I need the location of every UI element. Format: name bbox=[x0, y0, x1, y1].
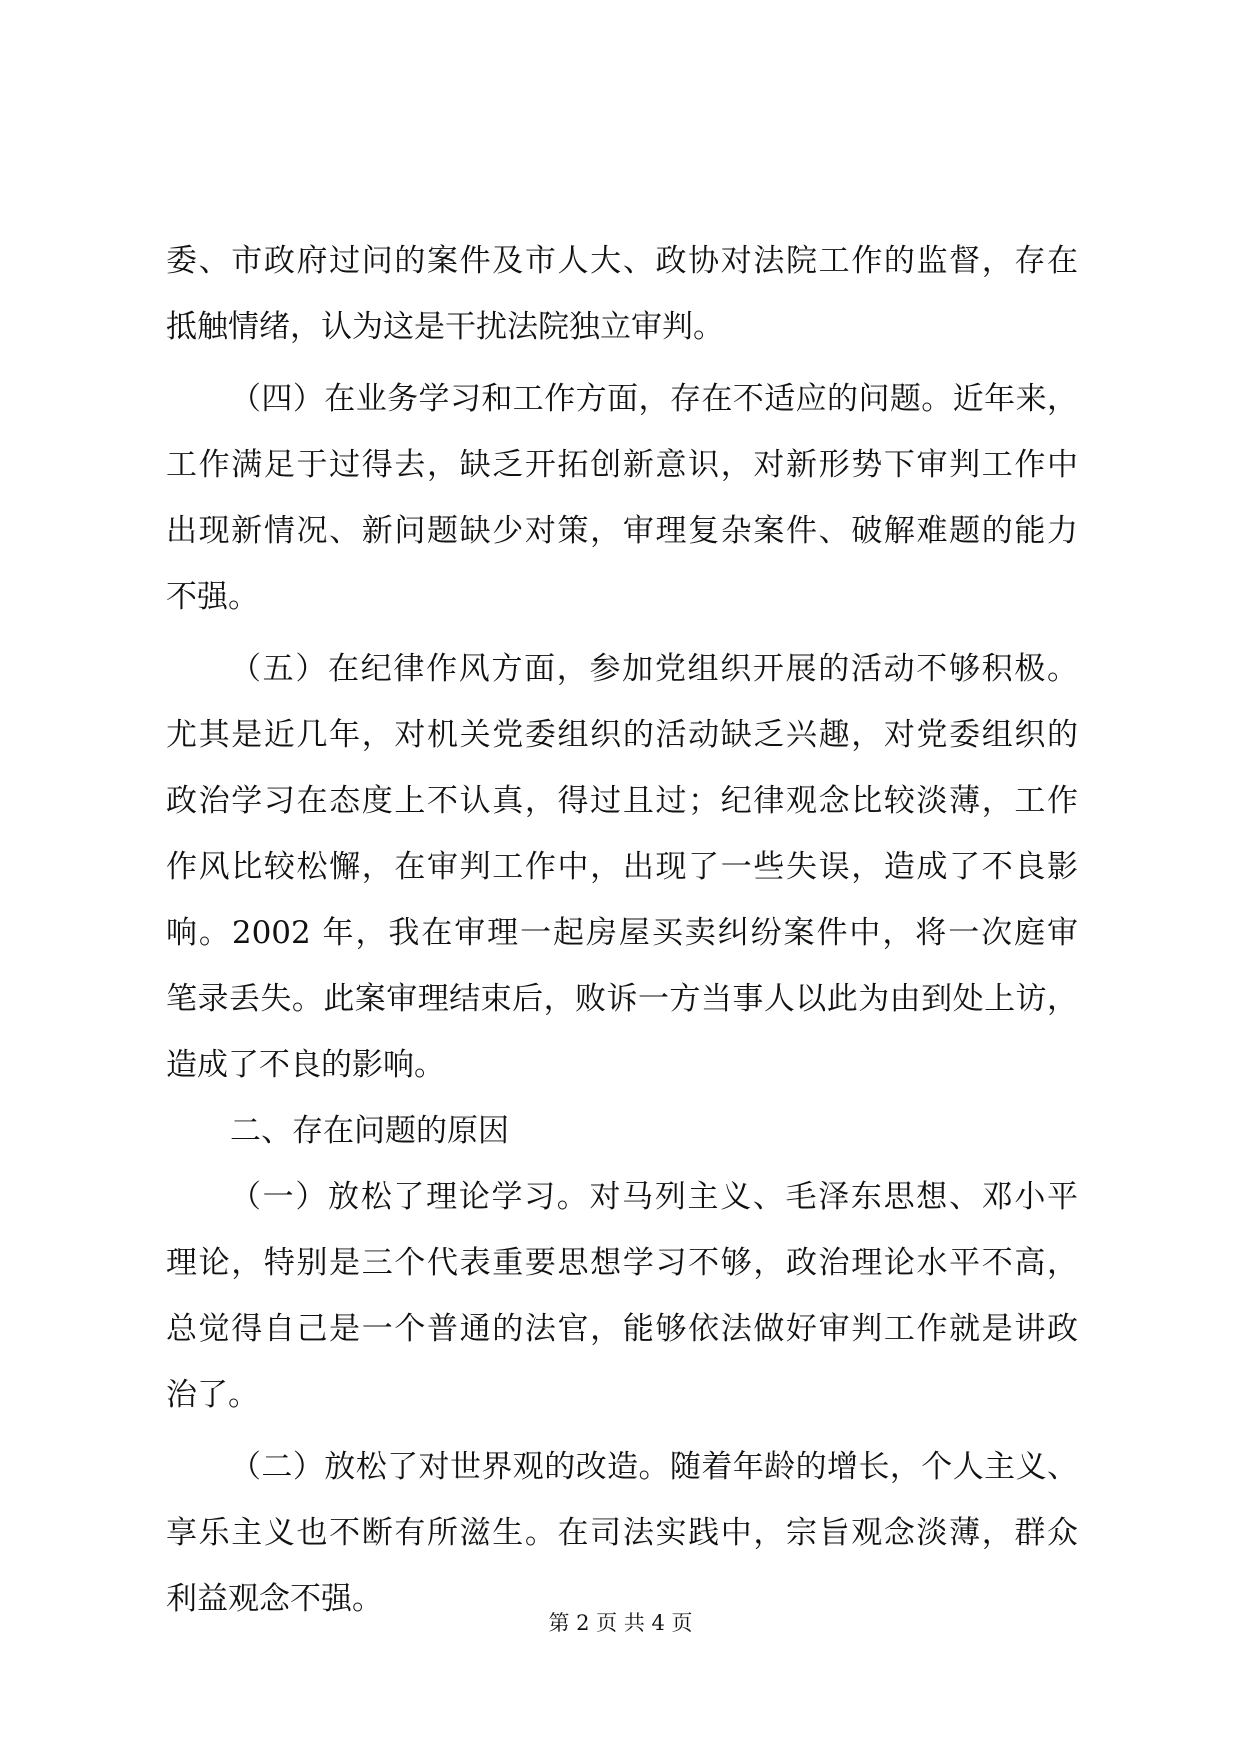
text-line: 作风比较松懈，在审判工作中，出现了一些失误，造成了不良影 bbox=[166, 849, 1078, 885]
paragraph-two-heading-line: （二）放松了对世界观的改造。随着年龄的增长，个人主义、 bbox=[230, 1449, 1078, 1485]
text-line: 政治学习在态度上不认真，得过且过；纪律观念比较淡薄，工作 bbox=[166, 783, 1078, 819]
text-line: 治了。 bbox=[166, 1377, 259, 1413]
text-line: 委、市政府过问的案件及市人大、政协对法院工作的监督，存在 bbox=[166, 243, 1078, 279]
text-line: 理论，特别是三个代表重要思想学习不够，政治理论水平不高， bbox=[166, 1245, 1078, 1281]
document-body bbox=[166, 228, 1078, 1632]
text-line: 享乐主义也不断有所滋生。在司法实践中，宗旨观念淡薄，群众 bbox=[166, 1515, 1078, 1551]
text-line: 造成了不良的影响。 bbox=[166, 1047, 445, 1083]
text-line: 笔录丢失。此案审理结束后，败诉一方当事人以此为由到处上访， bbox=[166, 981, 1078, 1017]
text-line: 出现新情况、新问题缺少对策，审理复杂案件、破解难题的能力 bbox=[166, 513, 1078, 549]
text-line: 尤其是近几年，对机关党委组织的活动缺乏兴趣，对党委组织的 bbox=[166, 717, 1078, 753]
text-line: 总觉得自己是一个普通的法官，能够依法做好审判工作就是讲政 bbox=[166, 1311, 1078, 1347]
paragraph-five-heading-line: （五）在纪律作风方面，参加党组织开展的活动不够积极。 bbox=[230, 651, 1078, 687]
text-line: 利益观念不强。 bbox=[166, 1581, 383, 1617]
page-number-footer: 第 2 页 共 4 页 bbox=[548, 1611, 693, 1635]
paragraph-four-heading-line: （四）在业务学习和工作方面，存在不适应的问题。近年来， bbox=[230, 381, 1078, 417]
text-line: 工作满足于过得去，缺乏开拓创新意识，对新形势下审判工作中 bbox=[166, 447, 1078, 483]
paragraph-one-heading-line: （一）放松了理论学习。对马列主义、毛泽东思想、邓小平 bbox=[230, 1179, 1078, 1215]
text-line: 抵触情绪，认为这是干扰法院独立审判。 bbox=[166, 309, 724, 345]
text-line: 不强。 bbox=[166, 579, 259, 615]
section-heading: 二、存在问题的原因 bbox=[230, 1113, 509, 1149]
text-line: 响。2002 年，我在审理一起房屋买卖纠纷案件中，将一次庭审 bbox=[166, 915, 1078, 951]
